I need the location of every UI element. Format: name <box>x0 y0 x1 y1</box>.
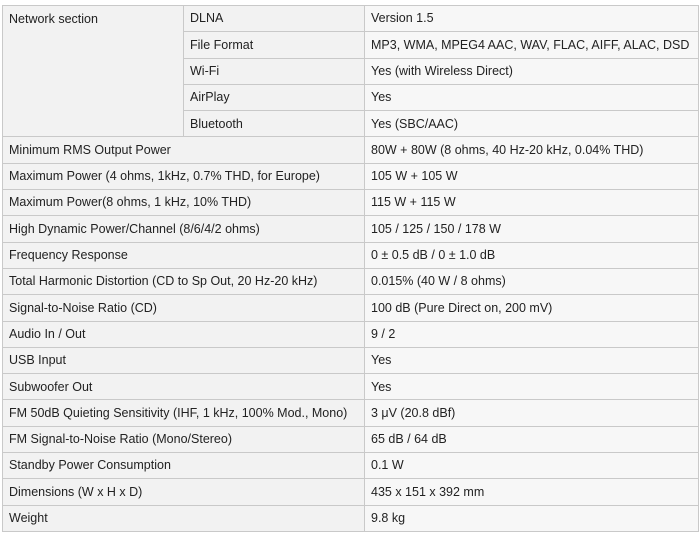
spec-label: USB Input <box>3 347 365 373</box>
spec-value: 80W + 80W (8 ohms, 40 Hz-20 kHz, 0.04% THD) <box>365 137 699 163</box>
table-row <box>3 321 699 347</box>
spec-value: Yes <box>365 374 699 400</box>
network-row-value: Yes (SBC/AAC) <box>365 111 699 137</box>
spec-label: Frequency Response <box>3 242 365 268</box>
spec-value: 100 dB (Pure Direct on, 200 mV) <box>365 295 699 321</box>
spec-value: 9.8 kg <box>365 505 699 531</box>
table-row <box>3 137 699 163</box>
spec-label: Signal-to-Noise Ratio (CD) <box>3 295 365 321</box>
spec-label: Minimum RMS Output Power <box>3 137 365 163</box>
table-row <box>3 426 699 452</box>
spec-value: 65 dB / 64 dB <box>365 426 699 452</box>
spec-label: FM Signal-to-Noise Ratio (Mono/Stereo) <box>3 426 365 452</box>
network-row-label: Bluetooth <box>184 111 365 137</box>
spec-label: Weight <box>3 505 365 531</box>
spec-value: Yes <box>365 347 699 373</box>
table-row <box>3 6 699 32</box>
spec-table <box>2 5 699 532</box>
spec-value: 0.1 W <box>365 453 699 479</box>
spec-label: Audio In / Out <box>3 321 365 347</box>
table-row <box>3 347 699 373</box>
spec-label: Subwoofer Out <box>3 374 365 400</box>
spec-table-body <box>3 6 699 532</box>
table-row <box>3 479 699 505</box>
network-row-value: Yes (with Wireless Direct) <box>365 58 699 84</box>
network-row-label: DLNA <box>184 6 365 32</box>
spec-value: 3 μV (20.8 dBf) <box>365 400 699 426</box>
spec-value: 0 ± 0.5 dB / 0 ± 1.0 dB <box>365 242 699 268</box>
spec-label: Maximum Power(8 ohms, 1 kHz, 10% THD) <box>3 190 365 216</box>
network-row-value: MP3, WMA, MPEG4 AAC, WAV, FLAC, AIFF, ALAC, DSD <box>365 32 699 58</box>
spec-label: Dimensions (W x H x D) <box>3 479 365 505</box>
table-row <box>3 268 699 294</box>
network-row-label: AirPlay <box>184 84 365 110</box>
table-row <box>3 453 699 479</box>
spec-value: 435 x 151 x 392 mm <box>365 479 699 505</box>
spec-value: 105 W + 105 W <box>365 163 699 189</box>
table-row <box>3 374 699 400</box>
table-row <box>3 505 699 531</box>
spec-value: 0.015% (40 W / 8 ohms) <box>365 268 699 294</box>
spec-label: High Dynamic Power/Channel (8/6/4/2 ohms) <box>3 216 365 242</box>
network-row-label: File Format <box>184 32 365 58</box>
table-row <box>3 163 699 189</box>
table-row <box>3 295 699 321</box>
network-row-label: Wi-Fi <box>184 58 365 84</box>
spec-value: 105 / 125 / 150 / 178 W <box>365 216 699 242</box>
spec-label: Standby Power Consumption <box>3 453 365 479</box>
spec-label: FM 50dB Quieting Sensitivity (IHF, 1 kHz, 100% Mod., Mono) <box>3 400 365 426</box>
table-row <box>3 216 699 242</box>
network-section-label: Network section <box>3 6 184 137</box>
network-row-value: Version 1.5 <box>365 6 699 32</box>
table-row <box>3 400 699 426</box>
spec-value: 9 / 2 <box>365 321 699 347</box>
table-row <box>3 242 699 268</box>
spec-label: Maximum Power (4 ohms, 1kHz, 0.7% THD, for Europe) <box>3 163 365 189</box>
spec-value: 115 W + 115 W <box>365 190 699 216</box>
spec-label: Total Harmonic Distortion (CD to Sp Out, 20 Hz-20 kHz) <box>3 268 365 294</box>
network-row-value: Yes <box>365 84 699 110</box>
table-row <box>3 190 699 216</box>
